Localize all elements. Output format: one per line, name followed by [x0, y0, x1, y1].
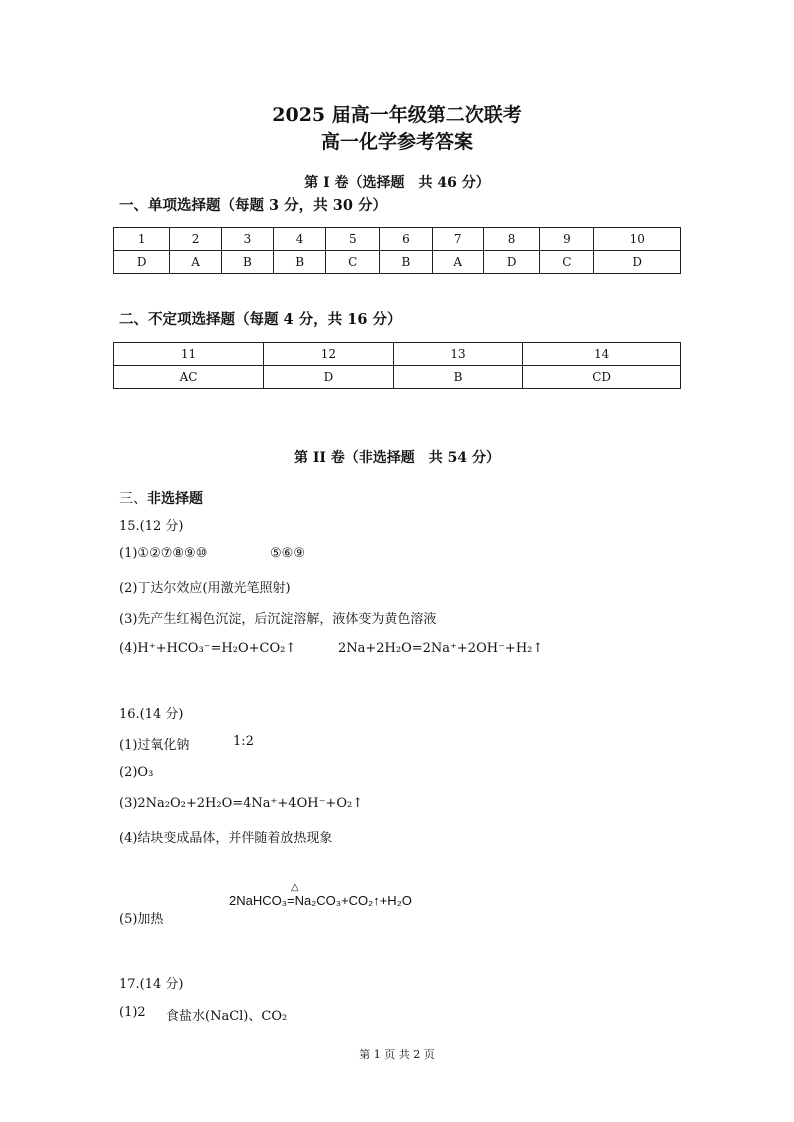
answer-cell: B [393, 366, 523, 389]
heating-condition-symbol: △ [291, 882, 299, 893]
q15-a4-equation-1: H⁺+HCO₃⁻=H₂O+CO₂↑ [137, 641, 297, 656]
part2-heading: 第 II 卷（非选择题 共 54 分） [293, 450, 501, 466]
answer-cell: B [380, 251, 432, 274]
q15-answer-4 [119, 641, 296, 656]
answer-cell: AC [114, 366, 264, 389]
table-row [114, 251, 681, 274]
q17-a1-part2: 食盐水(NaCl)、CO₂ [166, 1009, 288, 1024]
section3-heading [119, 488, 203, 508]
q16-answer-1 [119, 734, 189, 753]
q15-a1-number: (1) [119, 546, 138, 561]
answer-cell: CD [523, 366, 681, 389]
section1-heading: 一、单项选择题（每题 3 分，共 30 分） [119, 197, 387, 214]
q15-answer-1 [119, 546, 207, 561]
table-row [114, 366, 681, 389]
question-number: 2 [170, 228, 221, 251]
question-number: 11 [114, 343, 264, 366]
question-number: 6 [380, 228, 432, 251]
q16-answer-3: (3)2Na₂O₂+2H₂O=4Na⁺+4OH⁻+O₂↑ [119, 796, 364, 811]
q16-a5-equation-text: 2NaHCO₃=Na₂CO₃+CO₂↑+H₂O [229, 893, 412, 908]
section1-answer-table [113, 227, 681, 274]
q15-answer-3: (3)先产生红褐色沉淀，后沉淀溶解，液体变为黄色溶液 [119, 612, 437, 627]
q16-answer-2: (2)O₃ [119, 765, 154, 780]
q16-answer-4: (4)结块变成晶体，并伴随着放热现象 [119, 831, 333, 846]
section2-heading: 二、不定项选择题（每题 4 分，共 16 分） [119, 311, 402, 328]
answer-cell: B [274, 251, 326, 274]
question-number: 4 [274, 228, 326, 251]
table-row [114, 343, 681, 366]
q15-label: 15.(12 分) [119, 519, 184, 534]
q15-a1-part2: ⑤⑥⑨ [270, 546, 305, 561]
q17-a1-part1: 2 [137, 1005, 146, 1020]
answer-cell: D [114, 251, 170, 274]
section3-prefix: 三、 [119, 491, 147, 507]
document-subtitle: 高一化学参考答案 [320, 131, 473, 153]
q15-a4-equation-2: 2Na+2H₂O=2Na⁺+2OH⁻+H₂↑ [338, 641, 544, 656]
q16-a1-part2: 1:2 [233, 734, 254, 749]
question-number: 1 [114, 228, 170, 251]
question-number: 3 [221, 228, 273, 251]
question-number: 13 [393, 343, 523, 366]
question-number: 14 [523, 343, 681, 366]
question-number: 7 [432, 228, 483, 251]
q16-a5-equation-block [229, 882, 412, 909]
q17-label: 17.(14 分) [119, 977, 184, 992]
q16-label: 16.(14 分) [119, 707, 184, 722]
q15-answer-2: (2)丁达尔效应(用激光笔照射) [119, 581, 291, 596]
question-number: 9 [540, 228, 594, 251]
answer-cell: D [264, 366, 394, 389]
q16-a1-number: (1) [119, 738, 138, 753]
answer-cell: A [170, 251, 221, 274]
question-number: 5 [326, 228, 380, 251]
answer-cell: D [594, 251, 681, 274]
answer-cell: C [540, 251, 594, 274]
question-number: 10 [594, 228, 681, 251]
q15-a4-number: (4) [119, 641, 138, 656]
q17-answer-1 [119, 1005, 146, 1020]
question-number: 8 [483, 228, 539, 251]
q16-a5-equation [229, 882, 412, 908]
answer-cell: A [432, 251, 483, 274]
section3-title: 非选择题 [147, 491, 203, 507]
answer-cell: C [326, 251, 380, 274]
answer-cell: D [483, 251, 539, 274]
part1-heading: 第 I 卷（选择题 共 46 分） [304, 175, 490, 191]
page-number: 第 1 页 共 2 页 [359, 1048, 435, 1061]
section2-answer-table [113, 342, 681, 389]
q17-a1-number: (1) [119, 1005, 138, 1020]
q16-a5-label: (5)加热 [119, 912, 164, 927]
q16-a1-part1: 过氧化钠 [137, 738, 190, 753]
table-row [114, 228, 681, 251]
answer-cell: B [221, 251, 273, 274]
question-number: 12 [264, 343, 394, 366]
q15-a1-part1: ①②⑦⑧⑨⑩ [137, 546, 208, 561]
document-title: 2025 届高一年级第二次联考 [272, 104, 522, 126]
